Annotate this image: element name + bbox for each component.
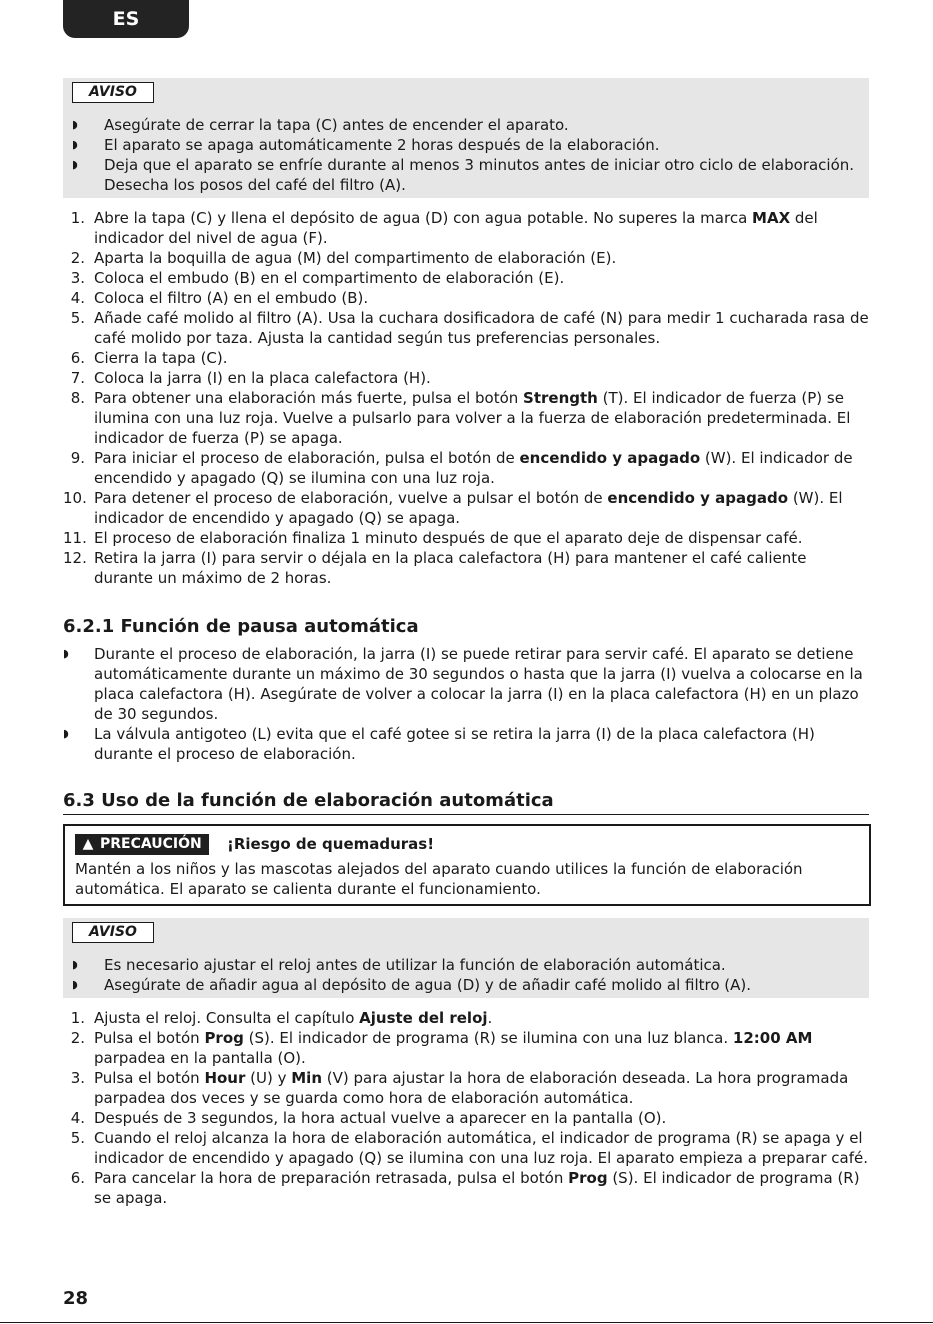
step-item: 9. Para iniciar el proceso de elaboración, pulsa el botón de encendido y apagado (W). El indicador de encendido y apagado (Q) se ilumina con una luz roja. <box>63 448 869 488</box>
step-number: 2. <box>70 249 85 267</box>
list-item <box>63 135 863 155</box>
step-number: 7. <box>70 369 85 387</box>
steps-list <box>63 1008 869 1208</box>
step-number: 5. <box>70 1129 85 1147</box>
step-item: 1. Ajusta el reloj. Consulta el capítulo Ajuste del reloj. <box>63 1008 869 1028</box>
step-number: 10. <box>63 489 87 507</box>
warning-icon: ▲ <box>82 836 94 852</box>
step-number: 3. <box>70 269 85 287</box>
step-item: 11. El proceso de elaboración finaliza 1 minuto después de que el aparato deje de dispensar café. <box>63 529 803 547</box>
notice-label: AVISO <box>72 922 154 943</box>
caution-title: ¡Riesgo de quemaduras! <box>227 835 435 853</box>
step-number: 6. <box>70 1169 85 1187</box>
bullet-icon: ◗ <box>72 978 78 991</box>
caution-badge-label: PRECAUCIÓN <box>100 836 202 852</box>
notice-box <box>63 78 869 198</box>
step-item: 5. Añade café molido al filtro (A). Usa la cuchara dosificadora de café (N) para medir 1 cucharada rasa de café molido por taza. Ajusta la cantidad según tus preferencias personales. <box>63 308 869 348</box>
step-number: 8. <box>70 389 85 407</box>
step-number: 1. <box>70 1009 85 1027</box>
step-item: 6. Para cancelar la hora de preparación retrasada, pulsa el botón Prog (S). El indicador de programa (R) se apaga. <box>63 1168 869 1208</box>
list-item <box>63 115 863 135</box>
caution-badge <box>75 834 209 855</box>
language-tab: ES <box>63 0 189 38</box>
step-number: 1. <box>70 209 85 227</box>
bullet-icon: ◗ <box>63 647 69 660</box>
notice-box <box>63 918 869 998</box>
step-item: 10. Para detener el proceso de elaboración, vuelve a pulsar el botón de encendido y apagado (W). El indicador de encendido y apagado (Q) se apaga. <box>63 489 843 527</box>
caution-box <box>63 824 871 906</box>
list-item-text: Asegúrate de añadir agua al depósito de agua (D) y de añadir café molido al filtro (A). <box>104 976 752 994</box>
section-heading: 6.2.1 Función de pausa automática <box>63 616 419 637</box>
step-item: 1. Abre la tapa (C) y llena el depósito de agua (D) con agua potable. No superes la marca MAX del indicador del nivel de agua (F). <box>63 208 869 248</box>
list-item-text: Durante el proceso de elaboración, la jarra (I) se puede retirar para servir café. El aparato se detiene automáticamente durante un máximo de 30 segundos o hasta que la jarra (I) vuelva a colocarse en la placa calefactora (H). Asegúrate de volver a colocar la jarra (I) en la placa calefactora (H) en un plazo de 30 segundos. <box>94 645 863 723</box>
list-item-text: Deja que el aparato se enfríe durante al menos 3 minutos antes de iniciar otro ciclo de elaboración. Desecha los posos del café del filtro (A). <box>104 156 855 194</box>
step-item: 2. Pulsa el botón Prog (S). El indicador de programa (R) se ilumina con una luz blanca. 12:00 AM parpadea en la pantalla (O). <box>63 1028 869 1068</box>
step-number: 6. <box>70 349 85 367</box>
caution-text: Mantén a los niños y las mascotas alejados del aparato cuando utilices la función de elaboración automática. El aparato se calienta durante el funcionamiento. <box>75 860 803 898</box>
section-bullets <box>63 644 869 764</box>
step-item: 4. Coloca el filtro (A) en el embudo (B). <box>63 288 869 308</box>
step-number: 4. <box>70 289 85 307</box>
bullet-icon: ◗ <box>72 118 78 131</box>
step-item: 8. Para obtener una elaboración más fuerte, pulsa el botón Strength (T). El indicador de fuerza (P) se ilumina con una luz roja. Vuelve a pulsarlo para volver a la fuerza de elaboración predeterminada. El indicador de fuerza (P) se apaga. <box>63 388 869 448</box>
step-number: 9. <box>70 449 85 467</box>
list-item-text: La válvula antigoteo (L) evita que el café gotee si se retira la jarra (I) de la placa calefactora (H) durante el proceso de elaboración. <box>94 725 815 763</box>
step-number: 4. <box>70 1109 85 1127</box>
list-item-text: Asegúrate de cerrar la tapa (C) antes de encender el aparato. <box>104 116 569 134</box>
step-number: 5. <box>70 309 85 327</box>
section-rule <box>63 814 869 815</box>
step-item: 12. Retira la jarra (I) para servir o déjala en la placa calefactora (H) para mantener el café caliente durante un máximo de 2 horas. <box>63 549 807 587</box>
list-item <box>63 155 863 195</box>
step-number: 11. <box>63 529 87 547</box>
footer-rule <box>0 1322 933 1323</box>
list-item-text: El aparato se apaga automáticamente 2 horas después de la elaboración. <box>104 136 660 154</box>
step-item: 6. Cierra la tapa (C). <box>63 348 869 368</box>
list-item <box>63 724 869 764</box>
step-item: 4. Después de 3 segundos, la hora actual vuelve a aparecer en la pantalla (O). <box>63 1108 869 1128</box>
bullet-icon: ◗ <box>72 158 78 171</box>
notice-label: AVISO <box>72 82 154 103</box>
bullet-icon: ◗ <box>63 727 69 740</box>
steps-list <box>63 208 869 588</box>
section-heading: 6.3 Uso de la función de elaboración automática <box>63 790 554 811</box>
list-item <box>63 975 863 995</box>
step-number: 2. <box>70 1029 85 1047</box>
step-item: 7. Coloca la jarra (I) en la placa calefactora (H). <box>63 368 869 388</box>
step-number: 12. <box>63 549 87 567</box>
step-item: 5. Cuando el reloj alcanza la hora de elaboración automática, el indicador de programa (R) se apaga y el indicador de encendido y apagado (Q) se ilumina con una luz roja. El aparato empieza a preparar café. <box>63 1128 869 1168</box>
step-number: 3. <box>70 1069 85 1087</box>
step-item: 2. Aparta la boquilla de agua (M) del compartimento de elaboración (E). <box>63 248 869 268</box>
notice-list <box>63 955 863 995</box>
bullet-icon: ◗ <box>72 138 78 151</box>
step-item: 3. Pulsa el botón Hour (U) y Min (V) para ajustar la hora de elaboración deseada. La hora programada parpadea dos veces y se guarda como hora de elaboración automática. <box>63 1068 869 1108</box>
list-item <box>63 644 869 724</box>
page-number: 28 <box>63 1288 89 1309</box>
list-item-text: Es necesario ajustar el reloj antes de utilizar la función de elaboración automática. <box>104 956 726 974</box>
step-item: 3. Coloca el embudo (B) en el compartimento de elaboración (E). <box>63 268 869 288</box>
list-item <box>63 955 863 975</box>
notice-list <box>63 115 863 195</box>
bullet-icon: ◗ <box>72 958 78 971</box>
